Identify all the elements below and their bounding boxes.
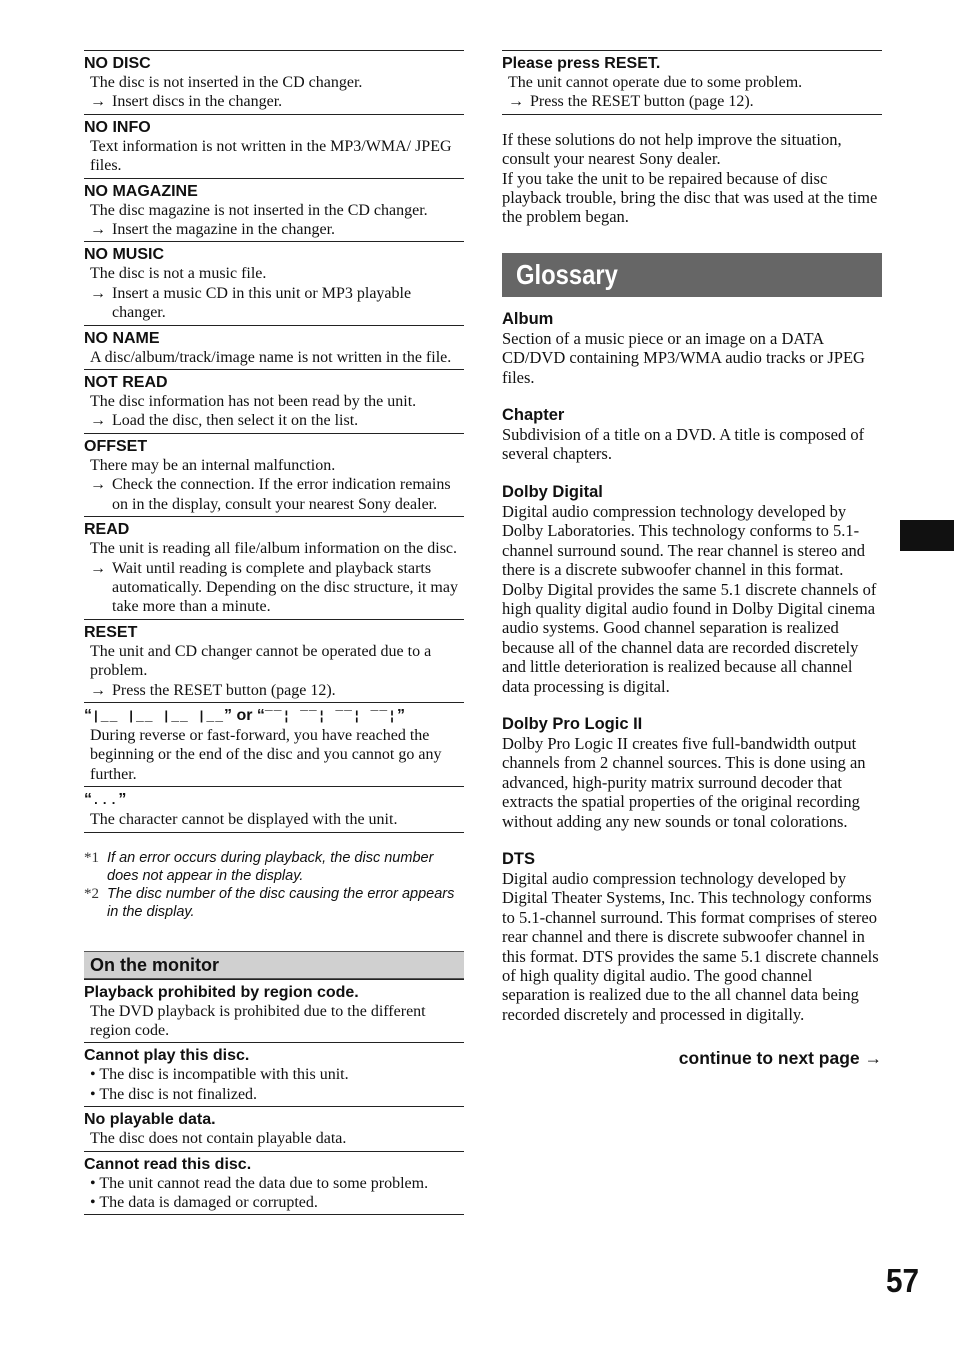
message-entry <box>84 433 464 516</box>
remedy-text: Load the disc, then select it on the list. <box>112 412 359 430</box>
error-message-list <box>84 50 464 702</box>
glossary-definition: Subdivision of a title on a DVD. A title is composed of several chapters. <box>502 425 865 464</box>
footnote <box>84 885 464 921</box>
message-term: No playable data. <box>84 1111 216 1129</box>
footnote <box>84 849 464 885</box>
advice-paragraph-2: If you take the unit to be repaired because of disc playback trouble, bring the disc that was used at the time the problem began. <box>502 168 878 227</box>
message-remedy <box>84 284 464 323</box>
message-term: Cannot read this disc. <box>84 1155 252 1173</box>
arrow-icon: → <box>90 476 106 494</box>
message-entry <box>84 1042 464 1106</box>
message-desc: The DVD playback is prohibited due to the different region code. <box>90 1002 426 1039</box>
footnote-text: If an error occurs during playback, the disc number does not appear in the display. <box>107 849 434 884</box>
section-thumb-tab <box>900 520 954 551</box>
remedy-text: Insert a music CD in this unit or MP3 playable changer. <box>112 284 412 322</box>
reset-entry <box>502 50 882 115</box>
message-desc: The disc magazine is not inserted in the CD changer. <box>90 201 428 219</box>
message-entry <box>84 1151 464 1216</box>
dots-glyph: ... <box>92 793 119 809</box>
message-bullet: • The unit cannot read the data due to some problem. <box>90 1174 429 1192</box>
message-desc: The unit is reading all file/album information on the disc. <box>90 540 458 558</box>
message-term: READ <box>84 521 130 539</box>
glossary-definition: Digital audio compression technology developed by Dolby Laboratories. This technology conforms to 5.1-channel surround sound. The rear channel is stereo and there is a discrete subwoofer channel in this format. Dolby Digital provides the same 5.1 discrete channels of high quality digital audio found in Dolby Digital cinema audio systems. Good channel separation is realized because all of the channel data are recorded discretely and little deterioration is realized because all channel data processing is digital. <box>502 501 877 696</box>
reset-entry-desc: The unit cannot operate due to some problem. <box>508 74 803 91</box>
dots-entry-desc: The character cannot be displayed with the unit. <box>90 811 398 829</box>
message-entry <box>84 516 464 619</box>
message-remedy <box>84 411 464 430</box>
message-entry <box>84 1106 464 1150</box>
monitor-message-list <box>84 979 464 1216</box>
message-bullet: • The data is damaged or corrupted. <box>90 1194 318 1211</box>
arrow-icon: → <box>90 93 106 111</box>
message-bullet: • The disc is not finalized. <box>90 1085 258 1103</box>
remedy-text: Insert discs in the changer. <box>112 93 283 111</box>
section-heading-on-the-monitor: On the monitor <box>84 951 464 979</box>
message-desc: The disc does not contain playable data. <box>90 1130 347 1148</box>
advice-paragraph-1: If these solutions do not help improve the situation, consult your nearest Sony dealer. <box>502 129 842 169</box>
message-entry <box>84 50 464 114</box>
message-entry <box>84 178 464 242</box>
message-entry <box>84 619 464 702</box>
message-term: NOT READ <box>84 374 168 392</box>
message-entry <box>84 241 464 324</box>
segment-glyphs-end: ‾‾¦ ‾‾¦ ‾‾¦ ‾‾¦ <box>264 708 397 724</box>
remedy-text: Check the connection. If the error indication remains on in the display, consult your nearest Sony dealer. <box>112 476 451 513</box>
left-column <box>84 50 464 1215</box>
arrow-icon: → <box>90 559 106 577</box>
glossary-term: Dolby Pro Logic II <box>502 714 643 733</box>
message-term: NO DISC <box>84 55 151 72</box>
message-remedy <box>84 475 464 514</box>
glossary-definition: Digital audio compression technology developed by Digital Theater Systems, Inc. This technology conforms to 5.1-channel surround. This format comprises of stereo rear channel and there is discrete subwoofer channel in this format. DTS provides the same 5.1 discrete channels of high quality digital audio. The good channel separation is realized due to the all channel data being recorded discretely and processed in digitally. <box>502 868 879 1024</box>
reset-entry-term: Please press RESET. <box>502 55 661 72</box>
message-desc: A disc/album/track/image name is not written in the file. <box>90 348 452 366</box>
glossary-definition: Dolby Pro Logic II creates five full-bandwidth output channels from 2 channel sources. This is done using an advanced, high-purity matrix surround decoder that extracts the spatial properties of the original recording without adding any new sounds or tonal colorations. <box>502 733 866 831</box>
glossary-definition: Section of a music piece or an image on a DATA CD/DVD containing MP3/WMA audio tracks or JPEG files. <box>502 328 865 387</box>
message-entry <box>84 325 464 369</box>
glossary-term: Album <box>502 309 554 328</box>
right-column <box>502 50 882 1069</box>
close-quote: ” <box>118 791 127 809</box>
segment-glyphs-start: |__ |__ |__ |__ <box>92 708 225 724</box>
message-entry <box>84 369 464 433</box>
or-label: ” or “ <box>224 706 265 724</box>
message-entry <box>84 114 464 178</box>
page-number: 57 <box>886 1262 920 1299</box>
arrow-icon: → <box>90 412 106 430</box>
glossary-term: Chapter <box>502 406 565 425</box>
message-term: Playback prohibited by region code. <box>84 983 359 1001</box>
arrow-icon: → <box>90 284 106 302</box>
footnote-mark: *1 <box>84 849 99 866</box>
message-desc: The disc information has not been read by the unit. <box>90 393 417 411</box>
arrow-icon: → <box>90 221 106 239</box>
footnote-text: The disc number of the disc causing the error appears in the display. <box>107 885 455 920</box>
glossary-heading <box>502 253 882 297</box>
message-desc: The disc is not a music file. <box>90 265 267 283</box>
remedy-text: Press the RESET button (page 12). <box>530 93 754 111</box>
reset-entry-remedy <box>502 92 882 111</box>
dots-entry-term <box>84 790 464 810</box>
message-bullet: • The disc is incompatible with this unit. <box>90 1066 349 1084</box>
open-quote: “ <box>84 791 92 809</box>
glossary-title: Glossary <box>516 258 618 290</box>
arrow-icon: → <box>508 93 524 111</box>
remedy-text: Press the RESET button (page 12). <box>112 681 336 699</box>
footnote-mark: *2 <box>84 885 99 902</box>
message-remedy <box>84 92 464 111</box>
message-term: NO MAGAZINE <box>84 182 198 200</box>
message-desc: The unit and CD changer cannot be operated due to a problem. <box>90 642 432 680</box>
open-quote: “ <box>84 706 92 724</box>
message-term: RESET <box>84 623 138 641</box>
message-desc: The disc is not inserted in the CD changer. <box>90 74 363 91</box>
close-quote: ” <box>396 706 405 724</box>
continue-to-next-page: continue to next page → <box>678 1048 882 1069</box>
glyph-entry-term <box>84 706 464 726</box>
glossary-term: DTS <box>502 849 535 868</box>
glyph-entry-desc: During reverse or fast-forward, you have reached the beginning or the end of the disc and you cannot go any further. <box>90 726 442 783</box>
message-entry <box>84 979 464 1043</box>
message-remedy <box>84 559 464 617</box>
message-remedy <box>84 220 464 239</box>
message-term: NO NAME <box>84 329 160 347</box>
message-desc: There may be an internal malfunction. <box>90 456 336 474</box>
message-term: Cannot play this disc. <box>84 1047 250 1065</box>
message-remedy <box>84 681 464 700</box>
footnotes <box>84 849 464 921</box>
glossary-term: Dolby Digital <box>502 482 603 501</box>
dots-entry <box>84 786 464 832</box>
glyph-entry <box>84 702 464 786</box>
remedy-text: Insert the magazine in the changer. <box>112 221 336 239</box>
arrow-icon: → <box>90 681 106 699</box>
message-term: NO MUSIC <box>84 246 164 264</box>
message-desc: Text information is not written in the MP3/WMA/ JPEG files. <box>90 137 452 175</box>
glossary-list <box>502 310 882 1024</box>
message-term: NO INFO <box>84 118 151 136</box>
remedy-text: Wait until reading is complete and playback starts automatically. Depending on the disc structure, it may take more than a minute. <box>112 559 458 616</box>
message-term: OFFSET <box>84 437 148 455</box>
